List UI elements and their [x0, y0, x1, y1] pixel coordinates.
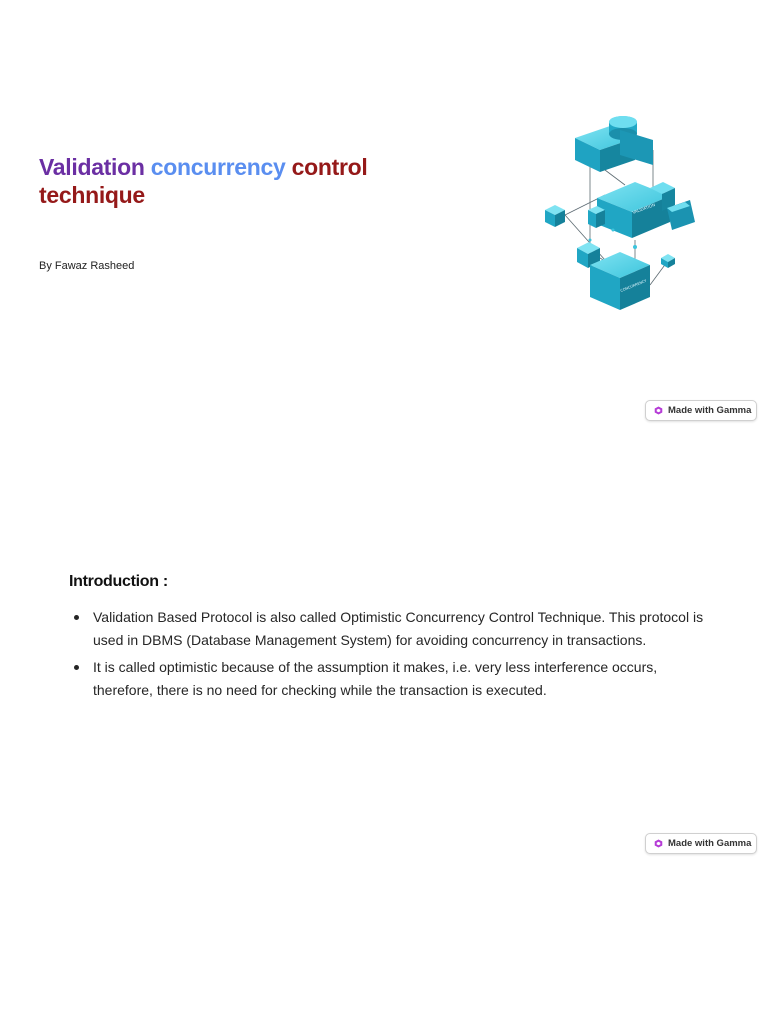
author-byline: By Fawaz Rasheed [39, 260, 135, 272]
made-with-gamma-badge[interactable] [645, 400, 757, 421]
title-word-concurrency: concurrency [150, 154, 286, 180]
bullet-text: Validation Based Protocol is also called Optimistic Concurrency Control Technique. This protocol is used in DBMS (Database Management System) for avoiding concurrency in transactions. [93, 609, 704, 648]
badge-label: Made with Gamma [668, 405, 752, 416]
svg-text:VALIDATION: VALIDATION [631, 202, 656, 215]
isometric-database-blocks-illustration [535, 110, 705, 315]
bullet-dot-icon [74, 665, 79, 670]
list-item [69, 656, 709, 702]
bullet-list [69, 606, 709, 706]
title-word-validation: Validation [39, 154, 145, 180]
slide-title [39, 153, 399, 209]
title-word-technique: technique [39, 182, 145, 208]
bullet-dot-icon [74, 615, 79, 620]
title-word-control: control [291, 154, 368, 180]
bullet-text: It is called optimistic because of the assumption it makes, i.e. very less interference occurs, therefore, there is no need for checking while the transaction is executed. [93, 659, 658, 698]
title-slide [0, 0, 768, 432]
top-block [575, 116, 653, 172]
section-heading: Introduction : [69, 573, 168, 590]
gamma-logo-icon [654, 406, 663, 415]
gamma-logo-icon [654, 839, 663, 848]
made-with-gamma-badge[interactable] [645, 833, 757, 854]
list-item [69, 606, 709, 652]
svg-text:CONCURRENCY: CONCURRENCY [619, 278, 648, 293]
badge-label: Made with Gamma [668, 838, 752, 849]
introduction-slide [0, 432, 768, 864]
